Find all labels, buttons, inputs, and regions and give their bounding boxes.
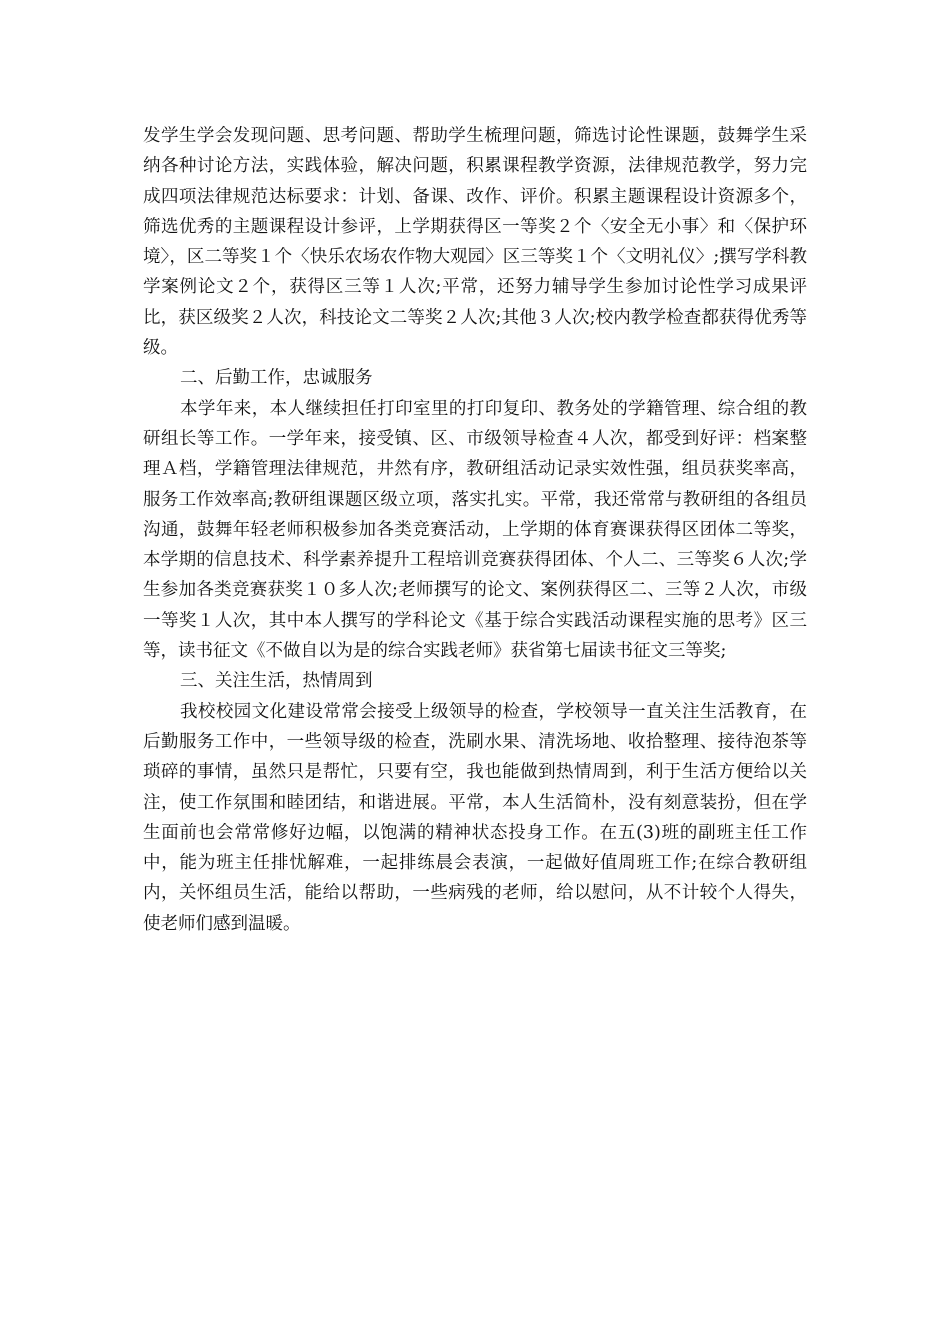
paragraph-logistics-work: 本学年来，本人继续担任打印室里的打印复印、教务处的学籍管理、综合组的教研组长等工作。一学年来，接受镇、区、市级领导检查４人次，都受到好评：档案整理Ａ档，学籍管理法律规范，井然有序，教研组活动记录实效性强，组员获奖率高，服务工作效率高;教研组课题区级立项，落实扎实。平常，我还常常与教研组的各组员沟通，鼓舞年轻老师积极参加各类竞赛活动，上学期的体育赛课获得区团体二等奖，本学期的信息技术、科学素养提升工程培训竞赛获得团体、个人二、三等奖６人次;学生参加各类竞赛获奖１０多人次;老师撰写的论文、案例获得区二、三等２人次，市级一等奖１人次，其中本人撰写的学科论文《基于综合实践活动课程实施的思考》区三等，读书征文《不做自以为是的综合实践老师》获省第七届读书征文三等奖; — [143, 398, 807, 662]
document-body — [143, 121, 807, 939]
paragraph-life-care: 我校校园文化建设常常会接受上级领导的检查，学校领导一直关注生活教育，在后勤服务工作中，一些领导级的检查，洗刷水果、清洗场地、收拾整理、接待泡茶等琐碎的事情，虽然只是帮忙，只要有空，我也能做到热情周到，利于生活方便给以关注，使工作氛围和睦团结，和谐进展。平常，本人生活简朴，没有刻意装扮，但在学生面前也会常常修好边幅，以饱满的精神状态投身工作。在五(3)班的副班主任工作中，能为班主任排忧解难，一起排练晨会表演，一起做好值周班工作;在综合教研组内，关怀组员生活，能给以帮助，一些病残的老师，给以慰问，从不计较个人得失，使老师们感到温暖。 — [143, 701, 807, 934]
paragraph-teaching-achievements: 发学生学会发现问题、思考问题、帮助学生梳理问题，筛选讨论性课题，鼓舞学生采纳各种讨论方法，实践体验，解决问题，积累课程教学资源，法律规范教学，努力完成四项法律规范达标要求：计划、备课、改作、评价。积累主题课程设计资源多个，筛选优秀的主题课程设计参评，上学期获得区一等奖２个〈安全无小事〉和〈保护环境〉，区二等奖１个〈快乐农场农作物大观园〉区三等奖１个〈文明礼仪〉;撰写学科教学案例论文２个，获得区三等１人次;平常，还努力辅导学生参加讨论性学习成果评比，获区级奖２人次，科技论文二等奖２人次;其他３人次;校内教学检查都获得优秀等级。 — [143, 126, 807, 359]
section-heading-life-care: 三、关注生活，热情周到 — [180, 671, 373, 692]
section-heading-logistics: 二、后勤工作，忠诚服务 — [180, 368, 373, 389]
